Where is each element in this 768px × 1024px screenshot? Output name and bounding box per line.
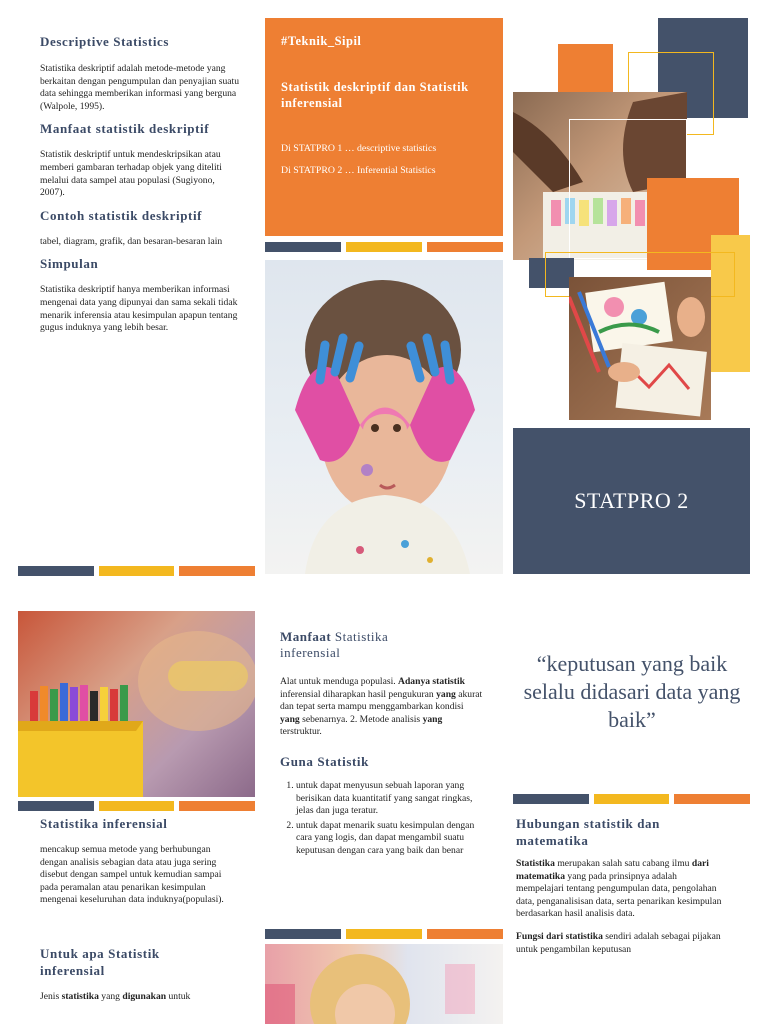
statpro-title: STATPRO 2: [574, 488, 689, 513]
text-p1h: yang: [422, 713, 443, 725]
photo-crayons: [18, 611, 255, 797]
bar-navy: [513, 794, 589, 804]
panel-manfaat-inferensial: [280, 629, 490, 860]
color-bars-panel2: [265, 242, 503, 252]
color-bars-panel5: [265, 929, 503, 939]
text-p1i: terstruktur.: [280, 726, 322, 738]
color-bars-panel1: [18, 566, 255, 576]
heading-manfaat-inferensial: [280, 629, 450, 661]
bar-orange: [179, 566, 255, 576]
text-jenis: Jenis: [40, 990, 62, 1002]
orange-title-box: [265, 18, 503, 236]
bar-yellow: [594, 794, 670, 804]
bar-yellow: [99, 801, 175, 811]
statpro1-line: Di STATPRO 1 … descriptive statistics: [281, 143, 437, 154]
quote: “keputusan yang baik selalu didasari data yang baik”: [523, 651, 741, 732]
text-untuk: untuk: [166, 990, 191, 1002]
text-statistika: statistika: [61, 990, 99, 1002]
paragraph-hubungan: [516, 858, 724, 921]
paragraph-fungsi: [516, 931, 724, 956]
panel-descriptive: [40, 34, 255, 335]
girl-bottom-illustration: [265, 944, 503, 1024]
heading-manfaat-bold: Manfaat: [280, 629, 332, 644]
text-fungsi-rest: sendiri adalah sebagai pijakan untuk pengambilan keputusan: [516, 930, 721, 955]
guna-statistik-list: [280, 780, 480, 858]
paragraph-contoh-deskriptif: tabel, diagram, grafik, dan besaran-besaran lain: [40, 235, 223, 247]
heading-untuk-apa: Untuk apa Statistik inferensial: [40, 945, 160, 978]
panel-inferensial: [40, 816, 240, 1004]
text-statistika-bold: Statistika: [516, 858, 555, 869]
text-p1b: merupakan salah satu cabang ilmu: [554, 858, 692, 869]
paragraph-manfaat-inferensial: [280, 676, 485, 739]
color-bars-panel4: [18, 801, 255, 811]
text-p1d: yang pada prinsipnya adalah mempelajari tentang pengumpulan data, pengolahan data, penganalisisan data, serta penarikan kesimpulan berdasarkan hasil analisis data.: [516, 870, 722, 920]
orange-block-top: [558, 44, 613, 92]
bar-yellow: [99, 566, 175, 576]
paragraph-descriptive-definition: Statistika deskriptif adalah metode-metode yang berkaitan dengan pengumpulan dan penyajian suatu data sehingga memberikan informasi yang berguna (Walpole, 1995).: [40, 63, 240, 112]
text-p1c: inferensial diharapkan hasil pengukuran: [280, 688, 437, 700]
text-p1b: Adanya statistik: [398, 676, 465, 687]
heading-hubungan: Hubungan statistik dan matematika: [516, 816, 660, 848]
text-digunakan: digunakan: [122, 990, 167, 1002]
list-item: 1. untuk dapat menyusun sebuah laporan yang berisikan data kuantitatif yang sangat ringkas, jelas dan juga teratur.: [296, 780, 480, 818]
photo-girl-bottom: [265, 944, 503, 1024]
bar-navy: [265, 242, 341, 252]
list-item: 2. untuk dapat menarik suatu kesimpulan dengan cara yang logis, dan dapat mengambil suatu keputusan dengan cara yang baik dan benar: [296, 820, 480, 858]
panel-hubungan: [516, 815, 728, 956]
bar-navy: [18, 566, 94, 576]
text-yang: yang: [98, 990, 123, 1002]
paragraph-untuk-apa: [40, 991, 240, 1004]
bar-orange: [674, 794, 750, 804]
text-p1e: akurat dan tepat serta mampu menggambarkan kondisi: [280, 688, 483, 713]
paragraph-simpulan: Statistika deskriptif hanya memberikan informasi mengenai data yang dipunyai dan sama sekali tidak menarik inferensia atau kesimpulan apapun tentang gugus induknya yang lebih besar.: [40, 284, 238, 334]
color-bars-panel6: [513, 794, 750, 804]
bar-navy: [18, 801, 94, 811]
photo-girl-painted-hands: [265, 260, 503, 574]
heading-manfaat-deskriptif: Manfaat statistik deskriptif: [40, 121, 210, 137]
bar-orange: [427, 242, 503, 252]
heading-contoh-deskriptif: Contoh statistik deskriptif: [40, 207, 203, 223]
text-dari-matematika: dari matematika: [516, 858, 709, 882]
paragraph-inferensial: mencakup semua metode yang berhubungan dengan analisis sebagian data atau juga sering disebut dengan sampel untuk kemudian sampai pada peramalan atau penarikan kesimpulan mengenai keseluruhan data induknya(populasi).: [40, 844, 224, 906]
hashtag-teknik-sipil: #Teknik_Sipil: [281, 34, 362, 48]
orange-box-title: Statistik deskriptif dan Statistik inferensial: [281, 80, 469, 110]
heading-statistika-inferensial: Statistika inferensial: [40, 816, 168, 831]
statpro-title-panel: [513, 428, 750, 574]
bar-navy: [265, 929, 341, 939]
bar-orange: [179, 801, 255, 811]
paragraph-manfaat-deskriptif: Statistik deskriptif untuk mendeskripsikan atau memberi gambaran terhadap objek yang diteliti melalui data sampel atau populasi (Sugiyono, 2007).: [40, 149, 222, 199]
girl-illustration: [265, 260, 503, 574]
photo-child-drawing: [569, 277, 711, 420]
bar-yellow: [346, 242, 422, 252]
text-p1g: sebenarnya. 2. Metode analisis: [299, 713, 423, 725]
heading-simpulan: Simpulan: [40, 256, 99, 272]
text-p1f: yang: [280, 713, 300, 725]
statpro2-line: Di STATPRO 2 … Inferential Statistics: [281, 165, 436, 176]
bar-orange: [427, 929, 503, 939]
text-fungsi-bold: Fungsi dari statistika: [516, 930, 603, 942]
text-p1a: Alat untuk menduga populasi.: [280, 676, 399, 687]
text-p1d: yang: [436, 688, 456, 700]
bar-yellow: [346, 929, 422, 939]
crayons-illustration: [18, 611, 255, 797]
heading-guna-statistik: Guna Statistik: [280, 753, 369, 769]
drawing-illustration: [569, 277, 711, 420]
heading-manfaat-rest: Statistika inferensial: [280, 629, 389, 660]
heading-descriptive-statistics: Descriptive Statistics: [40, 34, 170, 49]
